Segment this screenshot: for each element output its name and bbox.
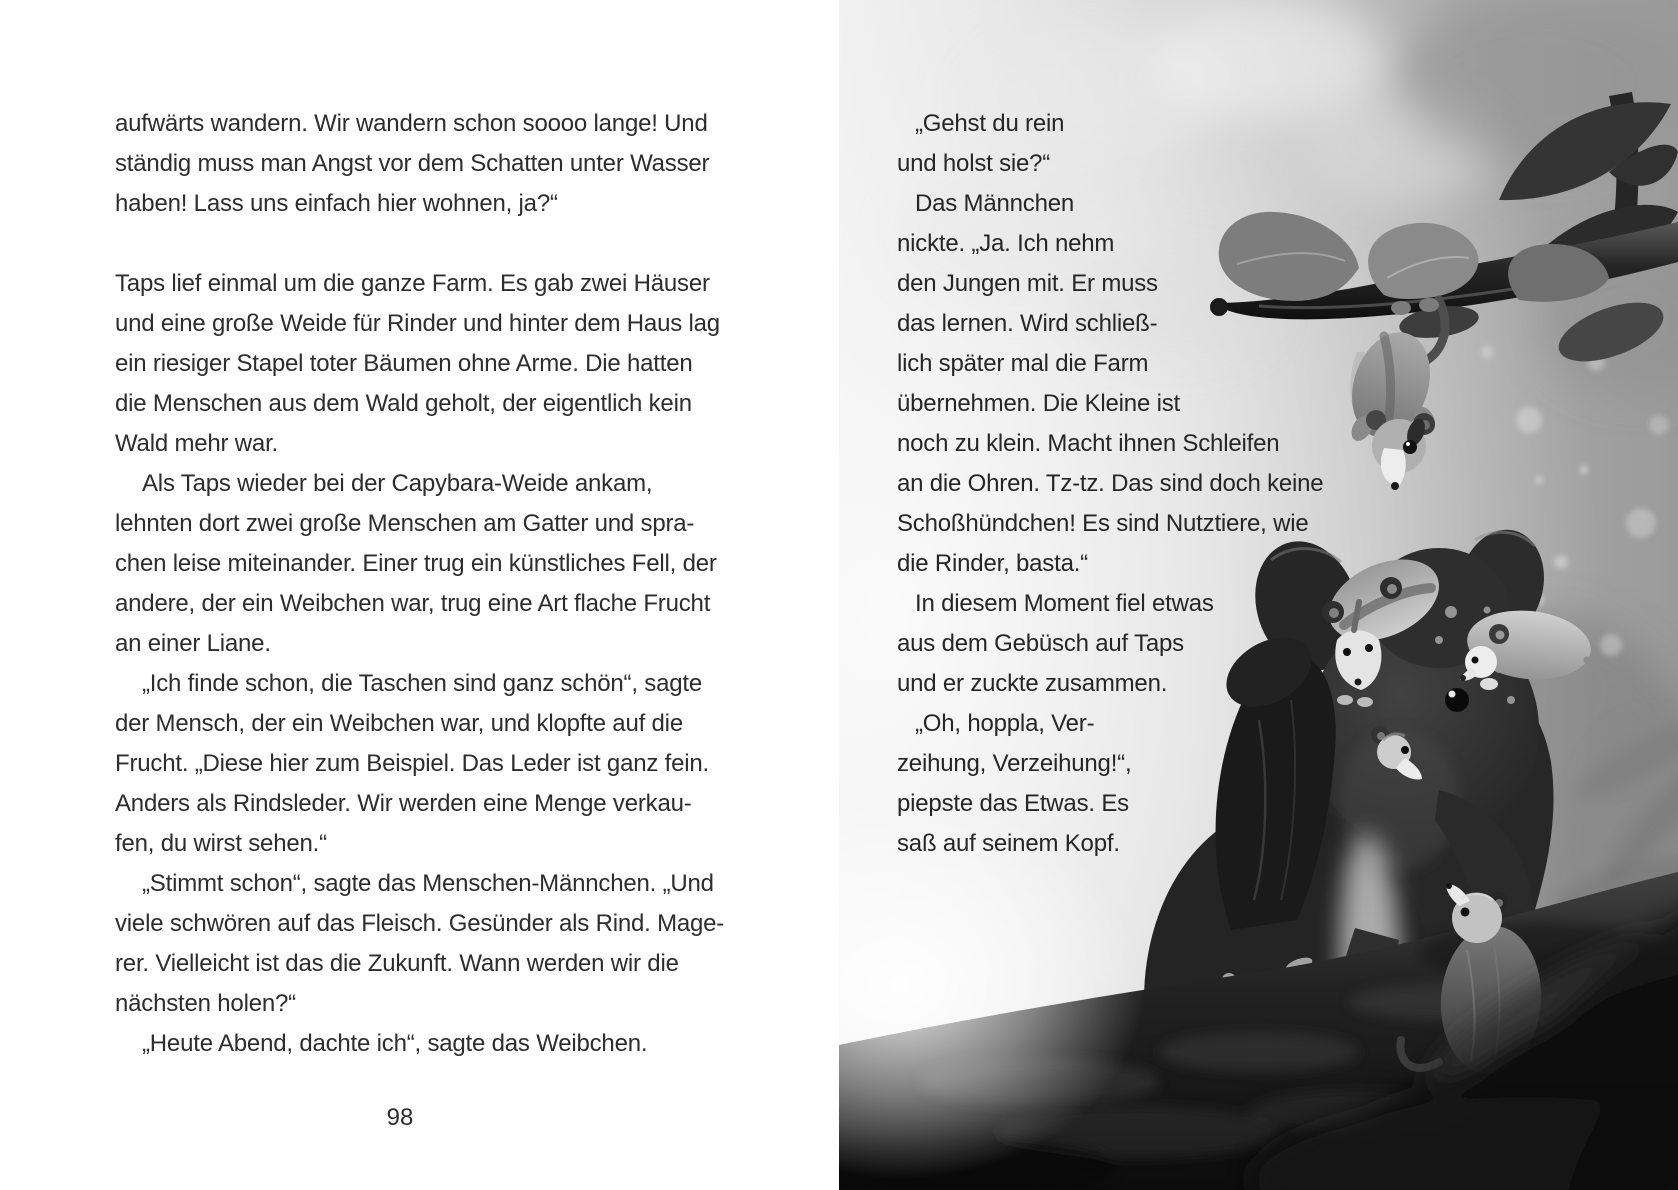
- text-line: Das Männchen: [915, 190, 1075, 217]
- text-line: „Stimmt schon“, sagte das Menschen-Männchen. „Und: [142, 870, 714, 897]
- text-line: lehnten dort zwei große Menschen am Gatter und spra-: [115, 510, 695, 537]
- text-line: [115, 224, 724, 264]
- text-line: nächsten holen?“: [115, 990, 296, 1017]
- text-line: noch zu klein. Macht ihnen Schleifen: [897, 430, 1280, 457]
- text-line: aus dem Gebüsch auf Taps: [897, 630, 1184, 657]
- text-line: saß auf seinem Kopf.: [897, 830, 1120, 857]
- right-page: [839, 0, 1678, 1190]
- text-line: „Oh, hoppla, Ver-: [915, 710, 1095, 737]
- text-line: und er zuckte zusammen.: [897, 670, 1168, 697]
- text-line: ständig muss man Angst vor dem Schatten unter Wasser: [115, 150, 710, 177]
- text-line: Schoßhündchen! Es sind Nutztiere, wie: [897, 510, 1309, 537]
- text-line: lich später mal die Farm: [897, 350, 1149, 377]
- text-line: „Heute Abend, dachte ich“, sagte das Weibchen.: [142, 1030, 648, 1057]
- text-line: nickte. „Ja. Ich nehm: [897, 230, 1115, 257]
- text-line: fen, du wirst sehen.“: [115, 830, 327, 857]
- text-line: Anders als Rindsleder. Wir werden eine Menge verkau-: [115, 790, 692, 817]
- text-line: die Menschen aus dem Wald geholt, der eigentlich kein: [115, 390, 692, 417]
- text-line: ein riesiger Stapel toter Bäumen ohne Arme. Die hatten: [115, 350, 693, 377]
- tapir-eye: [1445, 688, 1469, 712]
- text-line: aufwärts wandern. Wir wandern schon soooo lange! Und: [115, 110, 708, 137]
- right-page-text: [897, 104, 1323, 864]
- text-line: Wald mehr war.: [115, 430, 279, 457]
- text-line: übernehmen. Die Kleine ist: [897, 390, 1180, 417]
- text-line: In diesem Moment fiel etwas: [915, 590, 1214, 617]
- text-line: den Jungen mit. Er muss: [897, 270, 1158, 297]
- text-line: haben! Lass uns einfach hier wohnen, ja?“: [115, 190, 558, 217]
- text-line: „Ich finde schon, die Taschen sind ganz schön“, sagte: [142, 670, 702, 697]
- text-line: und holst sie?“: [897, 150, 1051, 177]
- text-line: andere, der ein Weibchen war, trug eine Art flache Frucht: [115, 590, 711, 617]
- text-line: Als Taps wieder bei der Capybara-Weide ankam,: [142, 470, 653, 497]
- text-line: der Mensch, der ein Weibchen war, und klopfte auf die: [115, 710, 683, 737]
- page-number: 98: [386, 1104, 414, 1131]
- text-line: das lernen. Wird schließ-: [897, 310, 1158, 337]
- text-line: „Gehst du rein: [915, 110, 1065, 137]
- text-line: die Rinder, basta.“: [897, 550, 1088, 577]
- text-line: Frucht. „Diese hier zum Beispiel. Das Leder ist ganz fein.: [115, 750, 709, 777]
- text-line: an einer Liane.: [115, 630, 271, 657]
- text-line: rer. Vielleicht ist das die Zukunft. Wann werden wir die: [115, 950, 679, 977]
- text-line: Taps lief einmal um die ganze Farm. Es gab zwei Häuser: [115, 270, 710, 297]
- text-line: viele schwören auf das Fleisch. Gesünder als Rind. Mage-: [115, 910, 725, 937]
- text-line: zeihung, Verzeihung!“,: [897, 750, 1132, 777]
- text-line: chen leise miteinander. Einer trug ein künstliches Fell, der: [115, 550, 717, 577]
- left-page-text: [115, 104, 724, 1064]
- text-line: und eine große Weide für Rinder und hinter dem Haus lag: [115, 310, 720, 337]
- text-line: piepste das Etwas. Es: [897, 790, 1129, 817]
- text-line: an die Ohren. Tz-tz. Das sind doch keine: [897, 470, 1324, 497]
